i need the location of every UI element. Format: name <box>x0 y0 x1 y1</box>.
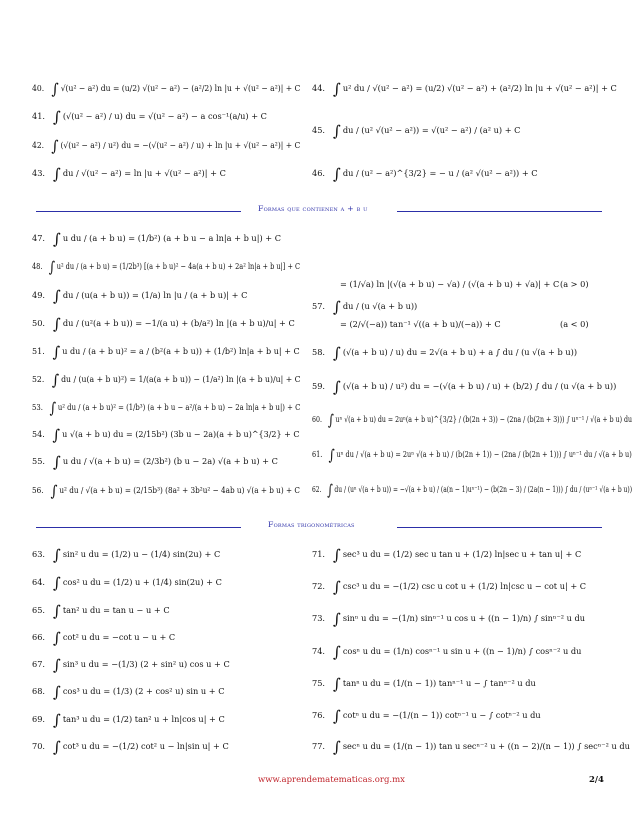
formula-43: 43. ∫ du / √(u² − a²) = ln |u + √(u² − a²)| + C <box>32 165 226 183</box>
formula-42: 42. ∫ (√(u² − a²) / u²) du = −(√(u² − a²) / u) + ln |u + √(u² − a²)| + C <box>32 137 301 155</box>
formula-66: 66. ∫ cot² u du = −cot u − u + C <box>32 629 176 647</box>
formula-57-cond-positive: (a > 0) <box>560 279 589 289</box>
formula-71: 71. ∫ sec³ u du = (1/2) sec u tan u + (1/2) ln|sec u + tan u| + C <box>312 546 582 564</box>
formula-53: 53. ∫ u² du / (a + b u)² = (1/b³) (a + b u − a²/(a + b u) − 2a ln|a + b u|) + C <box>32 399 301 417</box>
formula-47: 47. ∫ u du / (a + b u) = (1/b²) (a + b u − a ln|a + b u|) + C <box>32 230 281 248</box>
formula-67: 67. ∫ sin³ u du = −(1/3) (2 + sin² u) cos u + C <box>32 656 230 674</box>
formula-60: 60. ∫ uⁿ √(a + b u) du = 2uⁿ(a + b u)^{3/2} / (b(2n + 3)) − (2na / (b(2n + 3))) ∫ uⁿ⁻¹ / √(a + b u) du <box>312 411 633 429</box>
formula-59: 59. ∫ (√(a + b u) / u²) du = −(√(a + b u) / u) + (b/2) ∫ du / (u √(a + b u)) <box>312 378 617 396</box>
section-rule-right <box>397 211 602 212</box>
section-rule-right <box>397 527 602 528</box>
formula-69: 69. ∫ tan³ u du = (1/2) tan² u + ln|cos u| + C <box>32 711 225 729</box>
formula-76: 76. ∫ cotⁿ u du = −(1/(n − 1)) cotⁿ⁻¹ u − ∫ cotⁿ⁻² u du <box>312 707 541 725</box>
section-header-a-bu <box>0 204 638 218</box>
formula-73: 73. ∫ sinⁿ u du = −(1/n) sinⁿ⁻¹ u cos u + ((n − 1)/n) ∫ sinⁿ⁻² u du <box>312 610 586 628</box>
formula-57: 57. ∫ du / (u √(a + b u)) <box>312 298 418 316</box>
formula-72: 72. ∫ csc³ u du = −(1/2) csc u cot u + (1/2) ln|csc u − cot u| + C <box>312 578 587 596</box>
formula-63: 63. ∫ sin² u du = (1/2) u − (1/4) sin(2u) + C <box>32 546 221 564</box>
formula-50: 50. ∫ du / (u²(a + b u)) = −1/(a u) + (b/a²) ln |(a + b u)/u| + C <box>32 315 295 333</box>
section-title: Formas que contienen a + b u <box>258 204 368 213</box>
formula-61: 61. ∫ uⁿ du / √(a + b u) = 2uⁿ √(a + b u) / (b(2n + 1)) − (2na / (b(2n + 1))) ∫ uⁿ⁻¹ du / √(a + b u) <box>312 446 632 464</box>
section-rule-left <box>36 527 241 528</box>
formula-51: 51. ∫ u du / (a + b u)² = a / (b²(a + b u)) + (1/b²) ln|a + b u| + C <box>32 343 300 361</box>
formula-45: 45. ∫ du / (u² √(u² − a²)) = √(u² − a²) / (a² u) + C <box>312 122 521 140</box>
formula-57-case-negative: = (2/√(−a)) tan⁻¹ √((a + b u)/(−a)) + C <box>340 319 501 329</box>
formula-49: 49. ∫ du / (u(a + b u)) = (1/a) ln |u / (a + b u)| + C <box>32 287 248 305</box>
formula-44: 44. ∫ u² du / √(u² − a²) = (u/2) √(u² − a²) + (a²/2) ln |u + √(u² − a²)| + C <box>312 80 617 98</box>
formula-48: 48. ∫ u² du / (a + b u) = (1/2b³) [(a + b u)² − 4a(a + b u) + 2a² ln|a + b u|] + C <box>32 258 301 276</box>
formula-57-cond-negative: (a < 0) <box>560 319 589 329</box>
formula-58: 58. ∫ (√(a + b u) / u) du = 2√(a + b u) + a ∫ du / (u √(a + b u)) <box>312 344 578 362</box>
formula-40: 40. ∫ √(u² − a²) du = (u/2) √(u² − a²) − (a²/2) ln |u + √(u² − a²)| + C <box>32 80 301 98</box>
formula-52: 52. ∫ du / (u(a + b u)²) = 1/(a(a + b u)) − (1/a²) ln |(a + b u)/u| + C <box>32 371 301 389</box>
formula-68: 68. ∫ cos³ u du = (1/3) (2 + cos² u) sin u + C <box>32 683 225 701</box>
formula-56: 56. ∫ u² du / √(a + b u) = (2/15b³) (8a² + 3b²u² − 4ab u) √(a + b u) + C <box>32 482 300 500</box>
formula-77: 77. ∫ secⁿ u du = (1/(n − 1)) tan u secⁿ⁻² u + ((n − 2)/(n − 1)) ∫ secⁿ⁻² u du <box>312 738 630 756</box>
website-link[interactable]: www.aprendematematicas.org.mx <box>258 775 405 785</box>
section-title: Formas trigonométricas <box>268 520 355 529</box>
formula-74: 74. ∫ cosⁿ u du = (1/n) cosⁿ⁻¹ u sin u + ((n − 1)/n) ∫ cosⁿ⁻² u du <box>312 643 582 661</box>
section-header-trig <box>0 520 638 534</box>
formula-46: 46. ∫ du / (u² − a²)^{3/2} = − u / (a² √(u² − a²)) + C <box>312 165 538 183</box>
formula-62: 62. ∫du / (uⁿ √(a + b u)) = −√(a + b u) / (a(n − 1)uⁿ⁻¹) − (b(2n − 3) / (2a(n − 1))) ∫ du / (uⁿ⁻¹ √(a + b u)) <box>312 481 633 499</box>
page-number: 2/4 <box>589 775 604 785</box>
formula-55: 55. ∫ u du / √(a + b u) = (2/3b²) (b u − 2a) √(a + b u) + C <box>32 453 278 471</box>
formula-41: 41. ∫ (√(u² − a²) / u) du = √(u² − a²) − a cos⁻¹(a/u) + C <box>32 108 267 126</box>
section-rule-left <box>36 211 241 212</box>
formula-54: 54. ∫ u √(a + b u) du = (2/15b²) (3b u − 2a)(a + b u)^{3/2} + C <box>32 426 300 444</box>
formula-57-case-positive: = (1/√a) ln |(√(a + b u) − √a) / (√(a + b u) + √a)| + C <box>340 279 560 289</box>
formula-64: 64. ∫ cos² u du = (1/2) u + (1/4) sin(2u) + C <box>32 574 222 592</box>
formula-65: 65. ∫ tan² u du = tan u − u + C <box>32 602 170 620</box>
formula-70: 70. ∫ cot³ u du = −(1/2) cot² u − ln|sin u| + C <box>32 738 229 756</box>
formula-75: 75. ∫ tanⁿ u du = (1/(n − 1)) tanⁿ⁻¹ u − ∫ tanⁿ⁻² u du <box>312 675 536 693</box>
